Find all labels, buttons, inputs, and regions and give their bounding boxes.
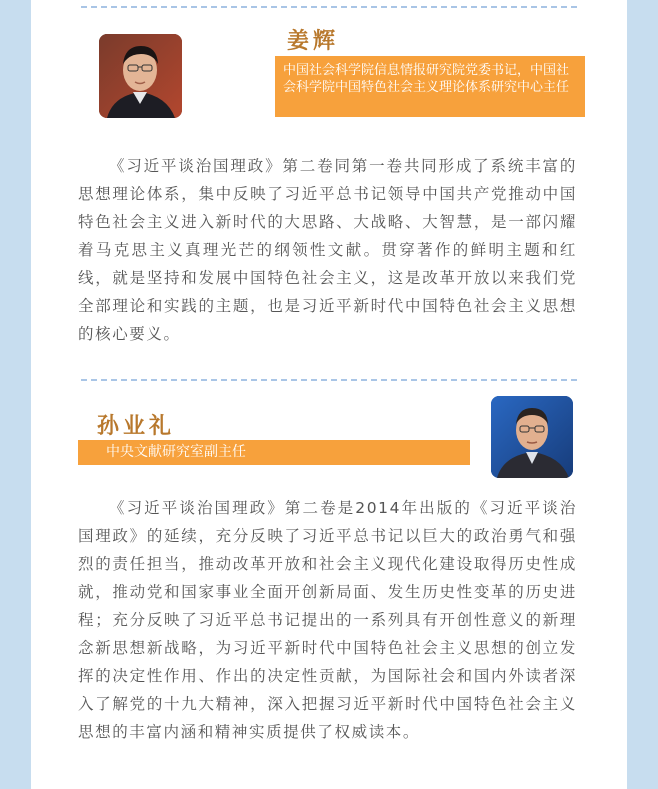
sun-yeli-portrait — [491, 396, 573, 478]
speaker-title-box: 中央文献研究室副主任 — [78, 440, 470, 465]
commentary-paragraph: 《习近平谈治国理政》第二卷是2014年出版的《习近平谈治国理政》的延续，充分反映了习近平总书记以巨大的政治勇气和强烈的责任担当，推动改革开放和社会主义现代化建设取得历史性成就，推动党和国家事业全面开创新局面、发生历史性变革的历史进程；充分反映了习近平总书记提出的一系列具有开创性意义的新理念新思想新战略，为习近平新时代中国特色社会主义思想的创立发挥的决定性作用、作出的决定性贡献，为国际社会和国内外读者深入了解党的十九大精神，深入把握习近平新时代中国特色社会主义思想的丰富内涵和精神实质提供了权威读本。 — [78, 499, 577, 741]
speaker-title-box: 中国社会科学院信息情报研究院党委书记，中国社会科学院中国特色社会主义理论体系研究中心主任 — [275, 56, 585, 117]
speaker-name: 孙业礼 — [97, 414, 176, 439]
section-divider — [81, 379, 577, 381]
speaker-name: 姜辉 — [287, 29, 340, 54]
top-divider — [81, 6, 577, 8]
jiang-hui-portrait — [99, 34, 182, 118]
commentary-paragraph: 《习近平谈治国理政》第二卷同第一卷共同形成了系统丰富的思想理论体系，集中反映了习近平总书记领导中国共产党推动中国特色社会主义进入新时代的大思路、大战略、大智慧，是一部闪耀着马克思主义真理光芒的纲领性文献。贯穿著作的鲜明主题和红线，就是坚持和发展中国特色社会主义，这是改革开放以来我们党全部理论和实践的主题，也是习近平新时代中国特色社会主义思想的核心要义。 — [78, 157, 577, 343]
article-panel — [31, 0, 627, 789]
